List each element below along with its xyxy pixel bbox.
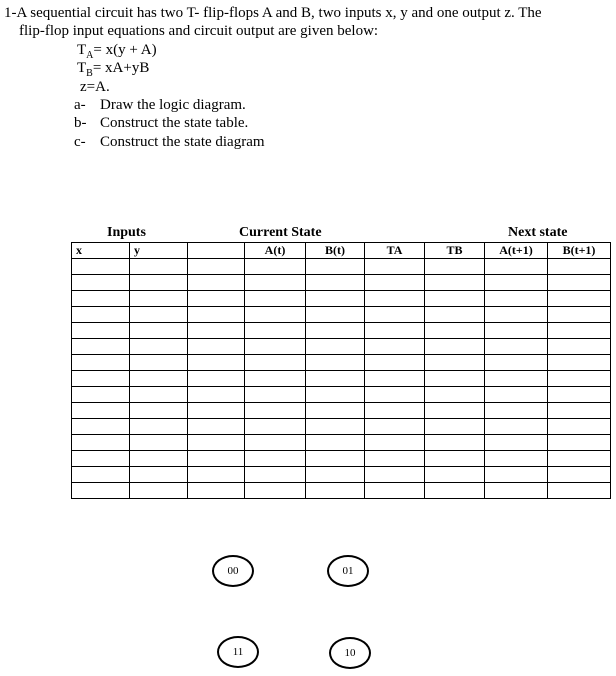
task-a: a- Draw the logic diagram. <box>74 97 246 113</box>
col-tb: TB <box>425 243 485 259</box>
table-cell <box>306 339 365 355</box>
table-cell <box>306 435 365 451</box>
table-cell <box>425 355 485 371</box>
table-cell <box>72 435 130 451</box>
table-cell <box>485 467 548 483</box>
header-inputs: Inputs <box>107 225 146 240</box>
table-cell <box>306 323 365 339</box>
table-cell <box>72 339 130 355</box>
table-cell <box>425 371 485 387</box>
table-cell <box>72 387 130 403</box>
state-table <box>71 242 611 499</box>
table-cell <box>548 371 611 387</box>
table-cell <box>72 355 130 371</box>
table-cell <box>306 387 365 403</box>
col-bt1: B(t+1) <box>548 243 611 259</box>
state-node-00: 00 <box>212 555 254 587</box>
table-cell <box>245 403 306 419</box>
table-cell <box>130 387 188 403</box>
table-cell <box>425 403 485 419</box>
table-cell <box>425 291 485 307</box>
table-cell <box>130 403 188 419</box>
table-cell <box>72 371 130 387</box>
table-cell <box>425 275 485 291</box>
table-cell <box>245 435 306 451</box>
table-cell <box>365 259 425 275</box>
table-cell <box>485 419 548 435</box>
col-bt: B(t) <box>306 243 365 259</box>
table-cell <box>72 483 130 499</box>
table-row <box>72 355 611 371</box>
table-cell <box>548 483 611 499</box>
col-at: A(t) <box>245 243 306 259</box>
table-cell <box>365 291 425 307</box>
table-cell <box>425 451 485 467</box>
table-cell <box>130 467 188 483</box>
table-cell <box>548 291 611 307</box>
table-cell <box>306 355 365 371</box>
table-cell <box>130 275 188 291</box>
table-cell <box>130 307 188 323</box>
table-cell <box>306 259 365 275</box>
table-cell <box>188 307 245 323</box>
table-cell <box>548 419 611 435</box>
state-node-10: 10 <box>329 637 371 669</box>
table-cell <box>425 435 485 451</box>
table-cell <box>245 323 306 339</box>
table-cell <box>72 291 130 307</box>
table-cell <box>245 355 306 371</box>
table-cell <box>365 451 425 467</box>
table-cell <box>72 307 130 323</box>
table-cell <box>548 451 611 467</box>
col-at1: A(t+1) <box>485 243 548 259</box>
table-cell <box>306 419 365 435</box>
task-b: b- Construct the state table. <box>74 115 249 131</box>
table-cell <box>188 323 245 339</box>
table-cell <box>245 483 306 499</box>
col-blank <box>188 243 245 259</box>
table-row <box>72 467 611 483</box>
table-cell <box>72 467 130 483</box>
equation-ta: $T_A= x(y + A)$ <box>77 42 157 61</box>
table-cell <box>188 259 245 275</box>
table-cell <box>365 355 425 371</box>
table-cell <box>425 307 485 323</box>
table-row <box>72 387 611 403</box>
table-cell <box>72 323 130 339</box>
table-cell <box>188 355 245 371</box>
equation-z: z=A. <box>80 79 110 95</box>
table-cell <box>365 323 425 339</box>
table-cell <box>188 371 245 387</box>
header-current-state: Current State <box>239 225 322 240</box>
table-cell <box>548 323 611 339</box>
table-cell <box>485 291 548 307</box>
state-node-01: 01 <box>327 555 369 587</box>
table-cell <box>425 387 485 403</box>
table-cell <box>548 435 611 451</box>
table-cell <box>188 403 245 419</box>
table-row <box>72 291 611 307</box>
table-cell <box>365 483 425 499</box>
table-cell <box>130 483 188 499</box>
table-cell <box>425 339 485 355</box>
table-cell <box>245 307 306 323</box>
col-y: y <box>130 243 188 259</box>
table-cell <box>485 259 548 275</box>
table-cell <box>245 339 306 355</box>
question-line-1: 1-A sequential circuit has two T- flip-flops A and B, two inputs x, y and one output z. The <box>4 5 542 21</box>
table-cell <box>306 275 365 291</box>
table-cell <box>365 403 425 419</box>
table-cell <box>365 307 425 323</box>
table-cell <box>485 483 548 499</box>
table-cell <box>245 371 306 387</box>
table-cell <box>188 419 245 435</box>
table-row <box>72 403 611 419</box>
table-cell <box>425 467 485 483</box>
table-cell <box>306 451 365 467</box>
table-cell <box>245 291 306 307</box>
table-cell <box>365 387 425 403</box>
table-cell <box>245 467 306 483</box>
table-cell <box>130 291 188 307</box>
table-cell <box>188 275 245 291</box>
table-cell <box>425 483 485 499</box>
table-cell <box>485 387 548 403</box>
table-cell <box>485 371 548 387</box>
table-cell <box>188 339 245 355</box>
table-cell <box>425 419 485 435</box>
table-cell <box>365 419 425 435</box>
table-cell <box>485 275 548 291</box>
table-cell <box>72 403 130 419</box>
header-next-state: Next state <box>508 225 568 240</box>
col-ta: TA <box>365 243 425 259</box>
table-cell <box>245 419 306 435</box>
table-row <box>72 483 611 499</box>
table-row <box>72 451 611 467</box>
table-row <box>72 275 611 291</box>
table-cell <box>188 467 245 483</box>
table-header-row <box>72 243 611 259</box>
table-cell <box>548 307 611 323</box>
table-cell <box>485 355 548 371</box>
table-cell <box>365 467 425 483</box>
table-cell <box>548 259 611 275</box>
table-cell <box>548 467 611 483</box>
table-cell <box>548 339 611 355</box>
table-cell <box>72 419 130 435</box>
table-row <box>72 435 611 451</box>
table-cell <box>130 371 188 387</box>
table-row <box>72 371 611 387</box>
table-cell <box>485 435 548 451</box>
table-row <box>72 339 611 355</box>
table-cell <box>188 483 245 499</box>
table-cell <box>365 339 425 355</box>
table-cell <box>485 339 548 355</box>
table-cell <box>306 307 365 323</box>
table-cell <box>130 259 188 275</box>
table-cell <box>306 483 365 499</box>
table-cell <box>548 403 611 419</box>
table-cell <box>306 371 365 387</box>
table-cell <box>188 387 245 403</box>
table-cell <box>548 387 611 403</box>
table-row <box>72 419 611 435</box>
table-cell <box>485 451 548 467</box>
table-cell <box>245 451 306 467</box>
question-line-2: flip-flop input equations and circuit output are given below: <box>19 23 379 39</box>
table-cell <box>130 355 188 371</box>
table-cell <box>72 259 130 275</box>
table-cell <box>548 355 611 371</box>
table-cell <box>548 275 611 291</box>
table-cell <box>425 259 485 275</box>
table-cell <box>245 275 306 291</box>
table-cell <box>306 291 365 307</box>
table-cell <box>485 323 548 339</box>
task-c: c- Construct the state diagram <box>74 134 265 150</box>
table-cell <box>130 419 188 435</box>
table-cell <box>188 291 245 307</box>
table-cell <box>485 307 548 323</box>
table-cell <box>365 275 425 291</box>
state-node-11: 11 <box>217 636 259 668</box>
table-cell <box>72 275 130 291</box>
table-row <box>72 307 611 323</box>
table-cell <box>306 467 365 483</box>
table-cell <box>72 451 130 467</box>
equation-tb: $T_B= xA+yB$ <box>77 60 150 79</box>
table-cell <box>425 323 485 339</box>
table-cell <box>485 403 548 419</box>
table-cell <box>245 259 306 275</box>
table-cell <box>306 403 365 419</box>
table-cell <box>130 323 188 339</box>
table-cell <box>130 339 188 355</box>
table-cell <box>130 435 188 451</box>
table-cell <box>365 371 425 387</box>
table-cell <box>188 451 245 467</box>
table-cell <box>365 435 425 451</box>
table-row <box>72 323 611 339</box>
table-cell <box>188 435 245 451</box>
table-cell <box>245 387 306 403</box>
table-row <box>72 259 611 275</box>
col-x: x <box>72 243 130 259</box>
table-cell <box>130 451 188 467</box>
